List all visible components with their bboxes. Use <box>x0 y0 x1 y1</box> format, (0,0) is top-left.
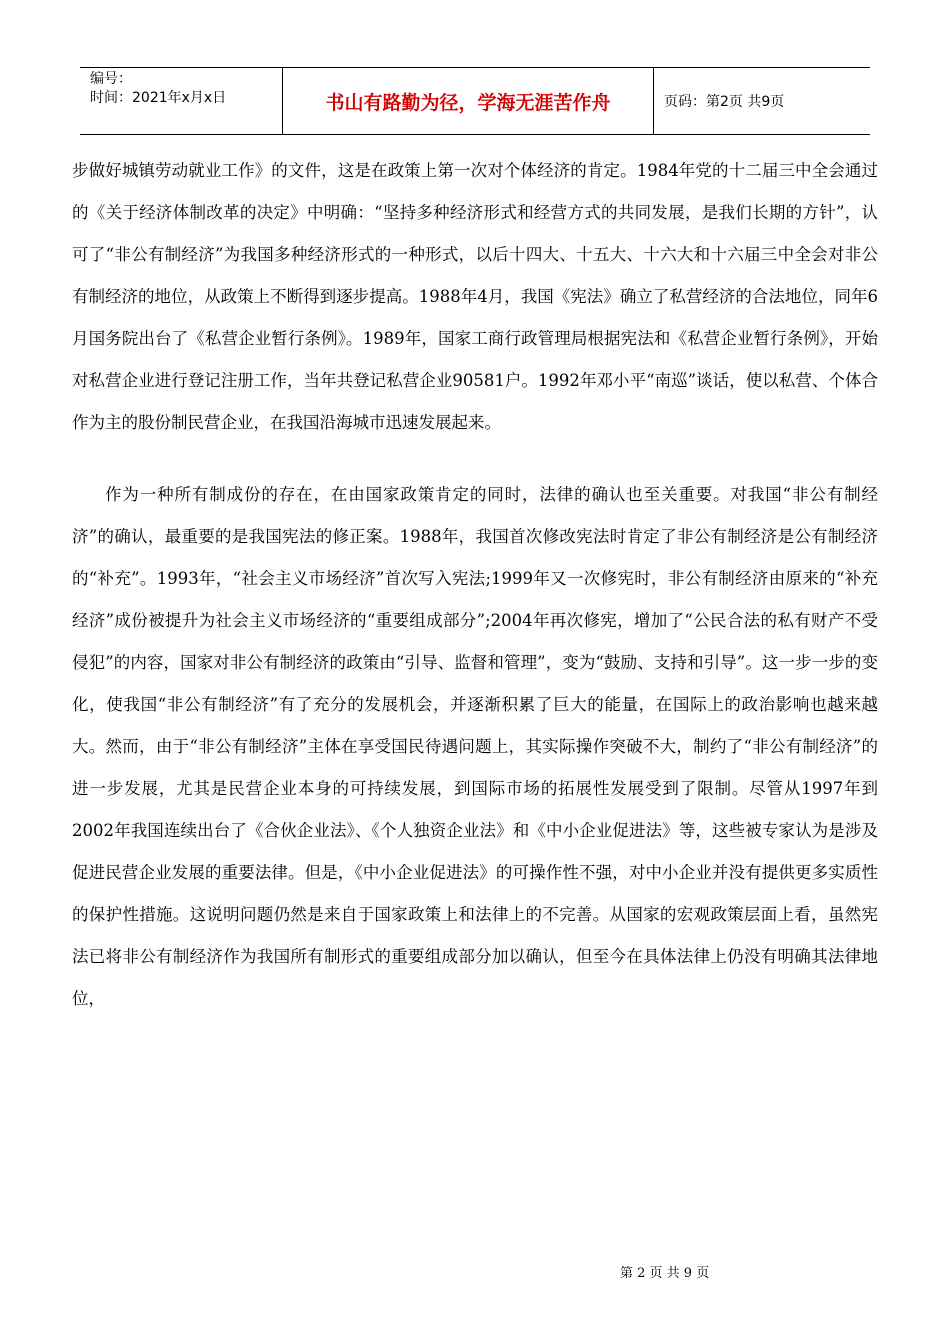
paragraph: 作为一种所有制成份的存在，在由国家政策肯定的同时，法律的确认也至关重要。对我国“非公有制经济”的确认，最重要的是我国宪法的修正案。1988年，我国首次修改宪法时肯定了非公有制经济是公有制经济的“补充”。1993年，“社会主义市场经济”首次写入宪法;1999年又一次修宪时，非公有制经济由原来的“补充经济”成份被提升为社会主义市场经济的“重要组成部分”;2004年再次修宪，增加了“公民合法的私有财产不受侵犯”的内容，国家对非公有制经济的政策由“引导、监督和管理”，变为“鼓励、支持和引导”。这一步一步的变化，使我国“非公有制经济”有了充分的发展机会，并逐渐积累了巨大的能量，在国际上的政治影响也越来越大。然而，由于“非公有制经济”主体在享受国民待遇问题上，其实际操作突破不大，制约了“非公有制经济”的进一步发展，尤其是民营企业本身的可持续发展，到国际市场的拓展性发展受到了限制。尽管从1997年到2002年我国连续出台了《合伙企业法》、《个人独资企业法》和《中小企业促进法》等，这些被专家认为是涉及促进民营企业发展的重要法律。但是，《中小企业促进法》的可操作性不强，对中小企业并没有提供更多实质性的保护性措施。这说明问题仍然是来自于国家政策上和法律上的不完善。从国家的宏观政策层面上看，虽然宪法已将非公有制经济作为我国所有制形式的重要组成部分加以确认，但至今在具体法律上仍没有明确其法律地位， <box>72 485 878 1008</box>
page-header <box>80 67 870 135</box>
paragraph: 步做好城镇劳动就业工作》的文件，这是在政策上第一次对个体经济的肯定。1984年党的十二届三中全会通过的《关于经济体制改革的决定》中明确：“坚持多种经济形式和经营方式的共同发展，是我们长期的方针”，认可了“非公有制经济”为我国多种经济形式的一种形式，以后十四大、十五大、十六大和十六届三中全会对非公有制经济的地位，从政策上不断得到逐步提高。1988年4月，我国《宪法》确立了私营经济的合法地位，同年6月国务院出台了《私营企业暂行条例》。1989年，国家工商行政管理局根据宪法和《私营企业暂行条例》，开始对私营企业进行登记注册工作，当年共登记私营企业90581户。1992年邓小平“南巡”谈话，使以私营、个体合作为主的股份制民营企业，在我国沿海城市迅速发展起来。 <box>72 161 878 432</box>
document-body <box>72 150 878 1020</box>
document-number: 编号： <box>90 71 132 87</box>
header-page-code: 页码：第2页 共9页 <box>664 94 785 110</box>
document-date: 时间：2021年x月x日 <box>90 90 227 106</box>
header-motto: 书山有路勤为径，学海无涯苦作舟 <box>282 68 654 134</box>
header-meta <box>80 68 282 134</box>
page-footer: 第 2 页 共 9 页 <box>620 1266 710 1281</box>
